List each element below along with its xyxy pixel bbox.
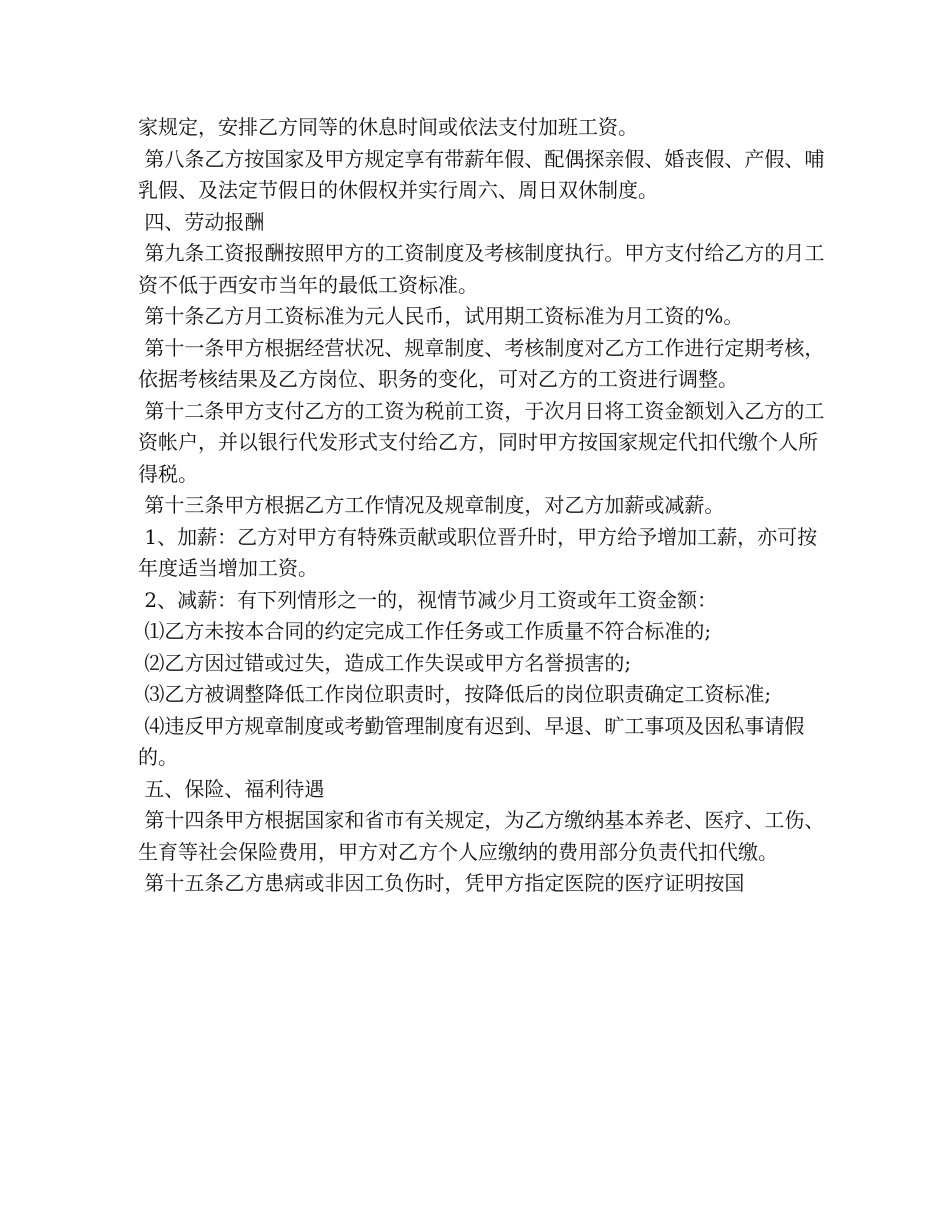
document-page [138,112,828,900]
list-item: 1、加薪：乙方对甲方有特殊贡献或职位晋升时，甲方给予增加工薪，亦可按年度适当增加工资。 [138,524,818,580]
paragraph: 第八条乙方按国家及甲方规定享有带薪年假、配偶探亲假、婚丧假、产假、哺乳假、及法定节假日的休假权并实行周六、周日双休制度。 [138,146,825,202]
paragraph: 第十三条甲方根据乙方工作情况及规章制度，对乙方加薪或减薪。 [138,493,725,517]
sub-list-item: ⑷违反甲方规章制度或考勤管理制度有迟到、早退、旷工事项及因私事请假的。 [138,713,805,769]
paragraph: 第九条工资报酬按照甲方的工资制度及考核制度执行。甲方支付给乙方的月工资不低于西安市当年的最低工资标准。 [138,241,825,297]
sub-list-item: ⑶乙方被调整降低工作岗位职责时，按降低后的岗位职责确定工资标准; [138,682,772,706]
paragraph: 第十条乙方月工资标准为元人民币，试用期工资标准为月工资的%。 [138,304,744,328]
sub-list-item: ⑴乙方未按本合同的约定完成工作任务或工作质量不符合标准的; [138,619,712,643]
paragraph: 第十四条甲方根据国家和省市有关规定，为乙方缴纳基本养老、医疗、工伤、生育等社会保险费用，甲方对乙方个人应缴纳的费用部分负责代扣代缴。 [138,808,825,864]
sub-list-item: ⑵乙方因过错或过失，造成工作失误或甲方名誉损害的; [138,650,632,675]
section-heading: 四、劳动报酬 [138,209,265,234]
list-item: 2、减薪：有下列情形之一的，视情节减少月工资或年工资金额： [138,587,718,612]
section-heading: 五、保险、福利待遇 [138,776,325,801]
paragraph: 第十一条甲方根据经营状况、规章制度、考核制度对乙方工作进行定期考核，依据考核结果及乙方岗位、职务的变化，可对乙方的工资进行调整。 [138,335,825,391]
paragraph: 第十五条乙方患病或非因工负伤时，凭甲方指定医院的医疗证明按国 [138,871,745,895]
paragraph: 第十二条甲方支付乙方的工资为税前工资，于次月日将工资金额划入乙方的工资帐户，并以银行代发形式支付给乙方，同时甲方按国家规定代扣代缴个人所得税。 [138,398,825,486]
paragraph: 家规定，安排乙方同等的休息时间或依法支付加班工资。 [138,115,638,139]
